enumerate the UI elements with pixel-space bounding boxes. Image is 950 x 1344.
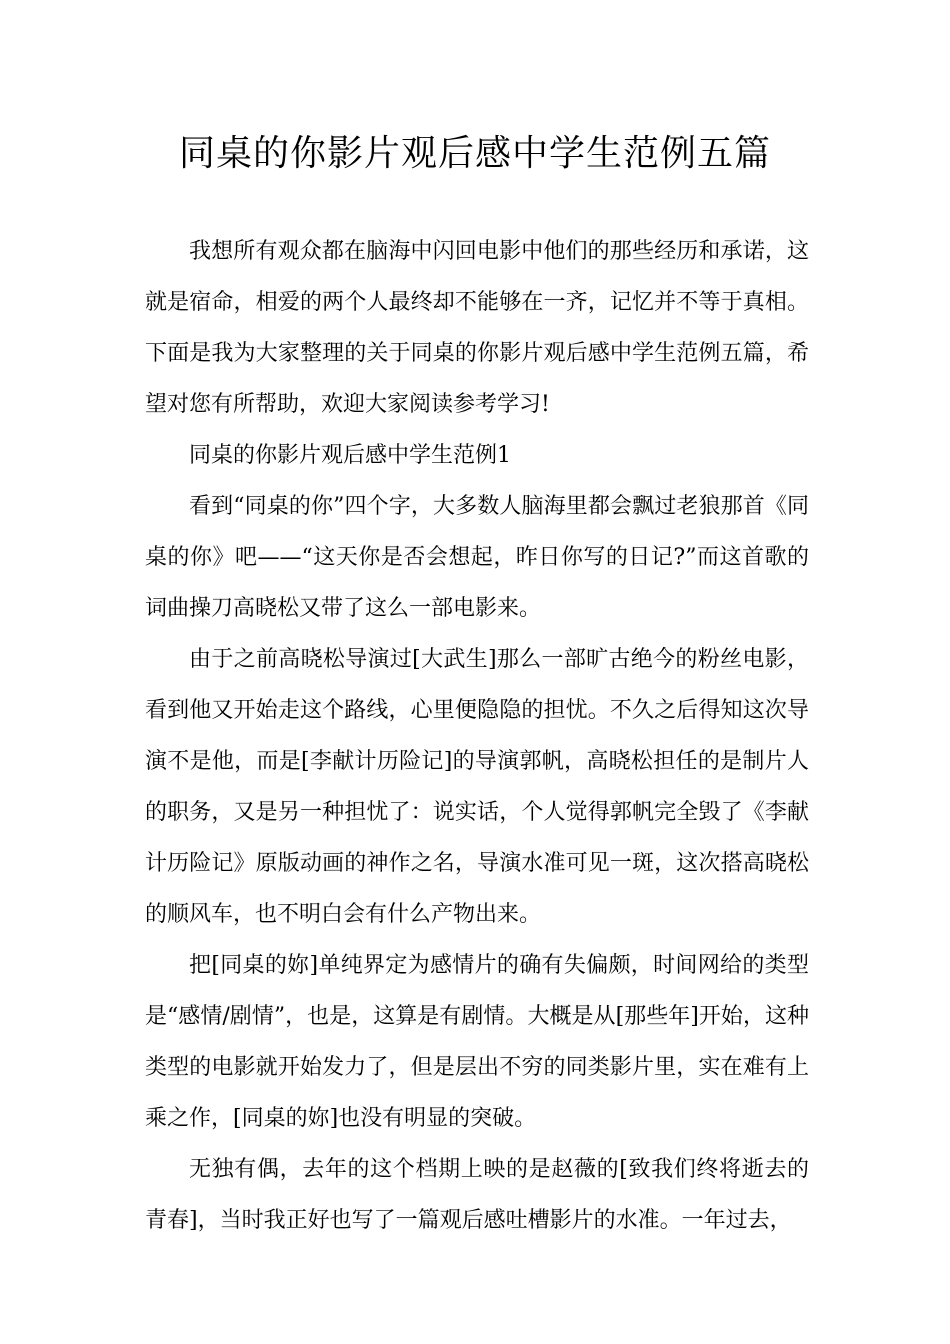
body-paragraph: 把[同桌的妳]单纯界定为感情片的确有失偏颇，时间网给的类型是“感情/剧情”，也是，这算是有剧情。大概是从[那些年]开始，这种类型的电影就开始发力了，但是层出不穷的同类影片里，实在难有上乘之作，[同桌的妳]也没有明显的突破。 [145, 953, 809, 1131]
document-title: 同桌的你影片观后感中学生范例五篇 [178, 133, 771, 174]
body-paragraph: 看到“同桌的你”四个字，大多数人脑海里都会飘过老狼那首《同桌的你》吧——“这天你是否会想起，昨日你写的日记?”而这首歌的词曲操刀高晓松又带了这么一部电影来。 [145, 494, 809, 621]
intro-paragraph: 我想所有观众都在脑海中闪回电影中他们的那些经历和承诺，这就是宿命，相爱的两个人最终却不能够在一齐，记忆并不等于真相。下面是我为大家整理的关于同桌的你影片观后感中学生范例五篇，希望对您有所帮助，欢迎大家阅读参考学习! [145, 239, 809, 417]
section-heading: 同桌的你影片观后感中学生范例1 [189, 443, 511, 468]
document-body [145, 226, 809, 1246]
body-paragraph: 无独有偶，去年的这个档期上映的是赵薇的[致我们终将逝去的青春]，当时我正好也写了一篇观后感吐槽影片的水准。一年过去， [145, 1157, 809, 1233]
body-paragraph: 由于之前高晓松导演过[大武生]那么一部旷古绝今的粉丝电影，看到他又开始走这个路线，心里便隐隐的担忧。不久之后得知这次导演不是他，而是[李献计历险记]的导演郭帆，高晓松担任的是制片人的职务，又是另一种担忧了：说实话，个人觉得郭帆完全毁了《李献计历险记》原版动画的神作之名，导演水准可见一斑，这次搭高晓松的顺风车，也不明白会有什么产物出来。 [145, 647, 809, 927]
